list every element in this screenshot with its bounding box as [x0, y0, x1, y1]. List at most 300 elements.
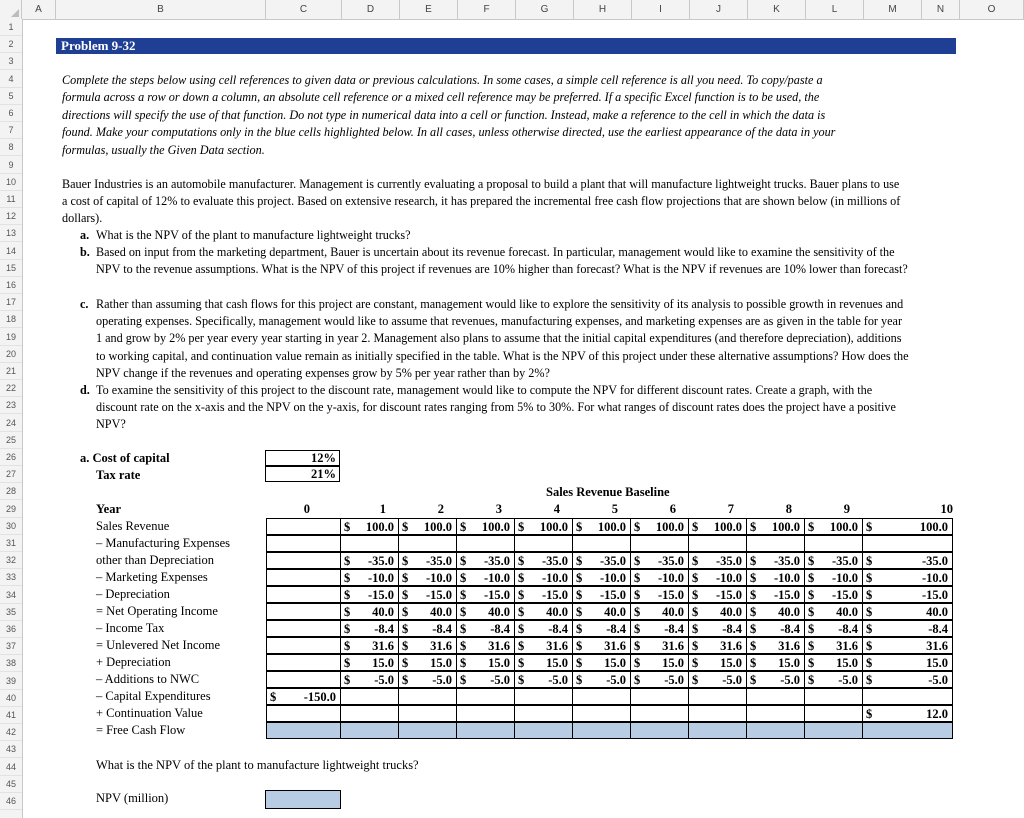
table-cell[interactable] — [631, 535, 689, 552]
table-cell[interactable] — [515, 586, 573, 603]
row-header-43[interactable]: 43 — [0, 741, 22, 758]
cell-value: -8.4 — [548, 622, 568, 636]
table-cell[interactable] — [457, 637, 515, 654]
row-header-40[interactable]: 40 — [0, 690, 22, 707]
table-cell[interactable] — [747, 688, 805, 705]
table-cell[interactable] — [399, 671, 457, 688]
table-cell[interactable] — [631, 688, 689, 705]
table-cell[interactable] — [573, 552, 631, 569]
table-cell[interactable] — [457, 620, 515, 637]
table-cell[interactable] — [631, 705, 689, 722]
row-header-6[interactable]: 6 — [0, 105, 22, 122]
table-cell[interactable] — [689, 586, 747, 603]
table-cell[interactable] — [631, 518, 689, 535]
table-cell[interactable] — [515, 535, 573, 552]
table-cell[interactable] — [573, 586, 631, 603]
year-label: Year — [96, 502, 121, 516]
table-cell[interactable] — [689, 671, 747, 688]
table-cell[interactable] — [457, 654, 515, 671]
table-cell[interactable] — [747, 620, 805, 637]
year-header-10: 10 — [940, 502, 953, 516]
column-header-C[interactable]: C — [266, 0, 342, 19]
table-cell[interactable] — [805, 671, 863, 688]
table-cell[interactable] — [515, 654, 573, 671]
table-cell[interactable] — [341, 688, 399, 705]
cell-value: 31.6 — [430, 639, 452, 653]
table-cell[interactable] — [631, 586, 689, 603]
currency-symbol: $ — [692, 622, 699, 636]
table-cell[interactable] — [457, 586, 515, 603]
row-label: – Manufacturing Expenses — [96, 536, 230, 550]
table-cell[interactable] — [863, 654, 953, 671]
cell-value: -35.0 — [483, 554, 510, 568]
currency-symbol: $ — [518, 656, 525, 670]
cell-value: -35.0 — [657, 554, 684, 568]
currency-symbol: $ — [576, 571, 583, 585]
table-cell[interactable] — [341, 705, 399, 722]
column-header-J[interactable]: J — [690, 0, 748, 19]
cell-value: -15.0 — [921, 588, 948, 602]
row-label: other than Depreciation — [96, 553, 215, 567]
column-header-N[interactable]: N — [922, 0, 960, 19]
cell-value: 15.0 — [546, 656, 568, 670]
cell-value: 15.0 — [778, 656, 800, 670]
row-label: – Depreciation — [96, 587, 170, 601]
table-cell[interactable] — [805, 654, 863, 671]
currency-symbol: $ — [576, 588, 583, 602]
currency-symbol: $ — [460, 673, 467, 687]
table-cell[interactable] — [863, 518, 953, 535]
table-cell[interactable] — [266, 603, 341, 620]
row-header-31[interactable]: 31 — [0, 535, 22, 552]
cell-value: -35.0 — [541, 554, 568, 568]
row-header-24[interactable]: 24 — [0, 415, 22, 432]
table-cell[interactable] — [341, 654, 399, 671]
table-cell[interactable] — [747, 705, 805, 722]
currency-symbol: $ — [344, 622, 351, 636]
table-cell[interactable] — [689, 620, 747, 637]
table-cell[interactable] — [341, 586, 399, 603]
table-cell[interactable] — [515, 705, 573, 722]
currency-symbol: $ — [808, 605, 815, 619]
table-cell[interactable] — [747, 637, 805, 654]
table-cell[interactable] — [266, 586, 341, 603]
row-label: – Income Tax — [96, 621, 165, 635]
table-cell[interactable] — [457, 603, 515, 620]
row-header-12[interactable]: 12 — [0, 208, 22, 225]
table-cell[interactable] — [805, 603, 863, 620]
row-header-46[interactable]: 46 — [0, 793, 22, 810]
column-header-K[interactable]: K — [748, 0, 806, 19]
table-cell[interactable] — [631, 552, 689, 569]
table-cell[interactable] — [573, 518, 631, 535]
currency-symbol: $ — [634, 639, 641, 653]
table-cell[interactable] — [863, 637, 953, 654]
table-cell[interactable] — [341, 518, 399, 535]
row-header-34[interactable]: 34 — [0, 587, 22, 604]
free-cash-flow-input-cell[interactable] — [863, 722, 953, 739]
table-cell[interactable] — [573, 603, 631, 620]
column-header-A[interactable]: A — [22, 0, 56, 19]
currency-symbol: $ — [866, 605, 873, 619]
cell-value: 100.0 — [771, 520, 800, 534]
cell-value: -150.0 — [303, 690, 336, 704]
table-cell[interactable] — [515, 620, 573, 637]
table-cell[interactable] — [805, 518, 863, 535]
table-cell[interactable] — [341, 671, 399, 688]
cell-value: 31.6 — [488, 639, 510, 653]
table-cell[interactable] — [805, 688, 863, 705]
currency-symbol: $ — [808, 656, 815, 670]
currency-symbol: $ — [576, 520, 583, 534]
cell-value: 40.0 — [836, 605, 858, 619]
row-header-32[interactable]: 32 — [0, 552, 22, 569]
cell-value: 100.0 — [655, 520, 684, 534]
row-header-36[interactable]: 36 — [0, 621, 22, 638]
row-header-7[interactable]: 7 — [0, 122, 22, 139]
cell-value: -8.4 — [432, 622, 452, 636]
row-header-16[interactable]: 16 — [0, 277, 22, 294]
column-header-O[interactable]: O — [960, 0, 1024, 19]
currency-symbol: $ — [460, 639, 467, 653]
table-cell[interactable] — [747, 586, 805, 603]
tax-rate-cell[interactable]: 21% — [265, 466, 340, 482]
row-header-1[interactable]: 1 — [0, 19, 22, 36]
row-header-38[interactable]: 38 — [0, 655, 22, 672]
table-cell[interactable] — [341, 535, 399, 552]
column-header-H[interactable]: H — [574, 0, 632, 19]
table-cell[interactable] — [805, 552, 863, 569]
cost-of-capital-cell[interactable]: 12% — [265, 450, 340, 466]
table-cell[interactable] — [515, 603, 573, 620]
table-cell[interactable] — [266, 620, 341, 637]
row-header-14[interactable]: 14 — [0, 243, 22, 260]
free-cash-flow-input-cell[interactable] — [631, 722, 689, 739]
table-cell[interactable] — [341, 552, 399, 569]
table-cell[interactable] — [457, 569, 515, 586]
free-cash-flow-input-cell[interactable] — [341, 722, 399, 739]
free-cash-flow-input-cell[interactable] — [747, 722, 805, 739]
year-header-2: 2 — [437, 502, 444, 516]
table-cell[interactable] — [747, 654, 805, 671]
row-header-22[interactable]: 22 — [0, 380, 22, 397]
free-cash-flow-input-cell[interactable] — [457, 722, 515, 739]
row-header-9[interactable]: 9 — [0, 157, 22, 174]
column-header-D[interactable]: D — [342, 0, 400, 19]
question-d: d. To examine the sensitivity of this project to the discount rate, management would like to compute the NPV for different discount rates. Create a graph, with the discount rate on the x-axis and the NPV on the y-axis, for discount rates ranging from 5% to 30%. For what ranges of discount rates does the project have a positive NPV? — [80, 383, 896, 432]
intro-text: Bauer Industries is an automobile manufacturer. Management is currently evaluating a proposal to build a plant that will manufacture lightweight trucks. Bauer plans to use a cost of capital of 12% to evaluate this project. Based on extensive research, it has prepared the incremental free cash flow projections that are shown below (in millions of dollars). — [62, 177, 901, 226]
table-cell[interactable] — [266, 552, 341, 569]
table-cell[interactable] — [747, 552, 805, 569]
table-cell[interactable] — [631, 637, 689, 654]
row-header-29[interactable]: 29 — [0, 501, 22, 518]
table-cell[interactable] — [573, 705, 631, 722]
row-header-17[interactable]: 17 — [0, 294, 22, 311]
table-cell[interactable] — [399, 535, 457, 552]
table-cell[interactable] — [689, 552, 747, 569]
table-cell[interactable] — [863, 688, 953, 705]
row-header-10[interactable]: 10 — [0, 174, 22, 191]
currency-symbol: $ — [808, 639, 815, 653]
cell-value: 100.0 — [481, 520, 510, 534]
cell-value: 15.0 — [604, 656, 626, 670]
cell-value: 40.0 — [488, 605, 510, 619]
cell-value: 15.0 — [662, 656, 684, 670]
table-cell[interactable] — [457, 518, 515, 535]
currency-symbol: $ — [808, 588, 815, 602]
npv-input-cell[interactable] — [265, 790, 341, 809]
cell-value: -10.0 — [715, 571, 742, 585]
row-header-5[interactable]: 5 — [0, 88, 22, 105]
cell-value: 31.6 — [720, 639, 742, 653]
cell-value: -5.0 — [780, 673, 800, 687]
currency-symbol: $ — [808, 554, 815, 568]
column-header-L[interactable]: L — [806, 0, 864, 19]
currency-symbol: $ — [634, 673, 641, 687]
column-header-F[interactable]: F — [458, 0, 516, 19]
currency-symbol: $ — [634, 520, 641, 534]
cell-value: -10.0 — [541, 571, 568, 585]
row-header-11[interactable]: 11 — [0, 191, 22, 208]
row-header-3[interactable]: 3 — [0, 53, 22, 70]
free-cash-flow-input-cell[interactable] — [805, 722, 863, 739]
table-cell[interactable] — [805, 535, 863, 552]
table-cell[interactable] — [689, 535, 747, 552]
table-cell[interactable] — [863, 705, 953, 722]
table-cell[interactable] — [515, 518, 573, 535]
table-cell[interactable] — [399, 569, 457, 586]
row-header-4[interactable]: 4 — [0, 71, 22, 88]
column-header-M[interactable]: M — [864, 0, 922, 19]
row-header-30[interactable]: 30 — [0, 518, 22, 535]
row-header-19[interactable]: 19 — [0, 329, 22, 346]
currency-symbol: $ — [634, 588, 641, 602]
currency-symbol: $ — [344, 588, 351, 602]
cell-value: 100.0 — [713, 520, 742, 534]
currency-symbol: $ — [692, 554, 699, 568]
table-cell[interactable] — [457, 705, 515, 722]
table-cell[interactable] — [573, 620, 631, 637]
table-cell[interactable] — [631, 603, 689, 620]
row-label: = Unlevered Net Income — [96, 638, 221, 652]
cell-value: -15.0 — [483, 588, 510, 602]
table-cell[interactable] — [399, 552, 457, 569]
table-cell[interactable] — [341, 603, 399, 620]
table-cell[interactable] — [863, 603, 953, 620]
column-header-I[interactable]: I — [632, 0, 690, 19]
currency-symbol: $ — [518, 588, 525, 602]
row-header-39[interactable]: 39 — [0, 673, 22, 690]
table-cell[interactable] — [341, 637, 399, 654]
table-cell[interactable] — [266, 671, 341, 688]
table-cell[interactable] — [457, 688, 515, 705]
table-cell[interactable] — [689, 688, 747, 705]
cell-value: -8.4 — [928, 622, 948, 636]
table-cell[interactable] — [689, 518, 747, 535]
cell-value: 40.0 — [926, 605, 948, 619]
table-cell[interactable] — [631, 569, 689, 586]
row-header-45[interactable]: 45 — [0, 776, 22, 793]
row-label: Sales Revenue — [96, 519, 170, 533]
cell-value: 15.0 — [488, 656, 510, 670]
table-cell[interactable] — [266, 637, 341, 654]
column-header-B[interactable]: B — [56, 0, 266, 19]
row-header-8[interactable]: 8 — [0, 139, 22, 156]
cell-value: -10.0 — [657, 571, 684, 585]
row-header-37[interactable]: 37 — [0, 638, 22, 655]
free-cash-flow-input-cell[interactable] — [689, 722, 747, 739]
currency-symbol: $ — [402, 520, 409, 534]
row-header-13[interactable]: 13 — [0, 225, 22, 242]
table-cell[interactable] — [863, 671, 953, 688]
cell-value: 100.0 — [423, 520, 452, 534]
table-cell[interactable] — [805, 620, 863, 637]
row-header-25[interactable]: 25 — [0, 432, 22, 449]
row-header-20[interactable]: 20 — [0, 346, 22, 363]
currency-symbol: $ — [634, 656, 641, 670]
currency-symbol: $ — [750, 605, 757, 619]
year-header-4: 4 — [553, 502, 560, 516]
table-cell[interactable] — [805, 705, 863, 722]
cell-value: -5.0 — [664, 673, 684, 687]
cell-value: -5.0 — [928, 673, 948, 687]
table-cell[interactable] — [399, 637, 457, 654]
table-cell[interactable] — [399, 620, 457, 637]
cell-value: 31.6 — [836, 639, 858, 653]
row-label: + Depreciation — [96, 655, 171, 669]
table-cell[interactable] — [515, 637, 573, 654]
cell-value: 12.0 — [926, 707, 948, 721]
row-label: – Marketing Expenses — [96, 570, 208, 584]
row-header-28[interactable]: 28 — [0, 483, 22, 500]
free-cash-flow-input-cell[interactable] — [399, 722, 457, 739]
table-cell[interactable] — [689, 603, 747, 620]
table-cell[interactable] — [747, 603, 805, 620]
table-cell[interactable] — [515, 688, 573, 705]
table-cell[interactable] — [266, 654, 341, 671]
currency-symbol: $ — [750, 520, 757, 534]
cell-value: 31.6 — [546, 639, 568, 653]
currency-symbol: $ — [344, 571, 351, 585]
table-cell[interactable] — [399, 688, 457, 705]
table-cell[interactable] — [631, 620, 689, 637]
column-header-G[interactable]: G — [516, 0, 574, 19]
question-c: c. Rather than assuming that cash flows for this project are constant, management would like to explore the sensitivity of its analysis to possible growth in revenues and operating expenses. Specifically, management would like to assume that revenues, manufacturing expenses, and marketing expenses are as given in the table for year 1 and grow by 2% per year every year starting in year 2. Management also plans to assume that the initial capital expenditures (and therefore depreciation), additions to working capital, and continuation value remain as initially specified in the table. What is the NPV of this project under these alternative assumptions? How does the NPV change if the revenues and operating expenses grow by 5% per year rather than by 2%? — [80, 297, 909, 380]
row-header-33[interactable]: 33 — [0, 569, 22, 586]
column-header-E[interactable]: E — [400, 0, 458, 19]
row-header-35[interactable]: 35 — [0, 604, 22, 621]
year-header-1: 1 — [379, 502, 386, 516]
cell-value: 15.0 — [430, 656, 452, 670]
table-cell[interactable] — [266, 688, 341, 705]
table-cell[interactable] — [747, 569, 805, 586]
table-cell[interactable] — [863, 620, 953, 637]
row-header-23[interactable]: 23 — [0, 397, 22, 414]
table-cell[interactable] — [515, 552, 573, 569]
table-cell[interactable] — [457, 671, 515, 688]
select-all-corner[interactable] — [0, 0, 22, 19]
table-cell[interactable] — [399, 603, 457, 620]
table-cell[interactable] — [573, 671, 631, 688]
table-cell[interactable] — [341, 569, 399, 586]
table-cell[interactable] — [573, 654, 631, 671]
cell-value: 31.6 — [778, 639, 800, 653]
row-header-27[interactable]: 27 — [0, 466, 22, 483]
table-cell[interactable] — [689, 637, 747, 654]
free-cash-flow-input-cell[interactable] — [266, 722, 341, 739]
table-cell[interactable] — [863, 535, 953, 552]
currency-symbol: $ — [692, 605, 699, 619]
row-header-15[interactable]: 15 — [0, 260, 22, 277]
table-cell[interactable] — [399, 518, 457, 535]
table-cell[interactable] — [266, 518, 341, 535]
row-header-42[interactable]: 42 — [0, 724, 22, 741]
table-cell[interactable] — [266, 535, 341, 552]
currency-symbol: $ — [866, 588, 873, 602]
table-cell[interactable] — [689, 569, 747, 586]
row-header-44[interactable]: 44 — [0, 759, 22, 776]
table-cell[interactable] — [573, 637, 631, 654]
row-header-2[interactable]: 2 — [0, 36, 22, 53]
row-header-41[interactable]: 41 — [0, 707, 22, 724]
cell-value: -8.4 — [606, 622, 626, 636]
table-cell[interactable] — [689, 705, 747, 722]
table-cell[interactable] — [399, 586, 457, 603]
currency-symbol: $ — [866, 673, 873, 687]
table-cell[interactable] — [805, 569, 863, 586]
table-cell[interactable] — [515, 671, 573, 688]
table-cell[interactable] — [515, 569, 573, 586]
table-cell[interactable] — [573, 535, 631, 552]
table-cell[interactable] — [863, 586, 953, 603]
currency-symbol: $ — [518, 622, 525, 636]
instructions-text: Complete the steps below using cell references to given data or previous calculations. In some cases, a simple cell reference is all you need. To copy/paste a formula across a row or down a column, an absolute cell reference or a mixed cell reference may be preferred. If a specific Excel function is to be used, the directions will specify the use of that function. Do not type in numerical data into a cell or function. Instead, make a reference to the cell in which the data is found. Make your computations only in the blue cells highlighted below. In all cases, unless otherwise directed, use the earliest appearance of the data in your formulas, usually the Given Data section. — [62, 73, 836, 157]
currency-symbol: $ — [866, 639, 873, 653]
table-cell[interactable] — [689, 654, 747, 671]
table-cell[interactable] — [631, 654, 689, 671]
table-cell[interactable] — [573, 569, 631, 586]
table-cell[interactable] — [863, 552, 953, 569]
table-cell[interactable] — [747, 518, 805, 535]
currency-symbol: $ — [576, 554, 583, 568]
table-cell[interactable] — [399, 654, 457, 671]
table-cell[interactable] — [747, 535, 805, 552]
table-cell[interactable] — [863, 569, 953, 586]
table-cell[interactable] — [805, 637, 863, 654]
table-cell[interactable] — [747, 671, 805, 688]
row-header-18[interactable]: 18 — [0, 311, 22, 328]
table-cell[interactable] — [805, 586, 863, 603]
table-cell[interactable] — [341, 620, 399, 637]
currency-symbol: $ — [692, 588, 699, 602]
year-header-6: 6 — [669, 502, 676, 516]
currency-symbol: $ — [270, 690, 277, 704]
table-cell[interactable] — [399, 705, 457, 722]
free-cash-flow-input-cell[interactable] — [515, 722, 573, 739]
row-header-26[interactable]: 26 — [0, 449, 22, 466]
table-cell[interactable] — [457, 552, 515, 569]
cell-value: 100.0 — [829, 520, 858, 534]
free-cash-flow-input-cell[interactable] — [573, 722, 631, 739]
table-cell[interactable] — [266, 569, 341, 586]
table-cell[interactable] — [266, 705, 341, 722]
row-header-21[interactable]: 21 — [0, 363, 22, 380]
table-cell[interactable] — [573, 688, 631, 705]
table-cell[interactable] — [631, 671, 689, 688]
table-cell[interactable] — [457, 535, 515, 552]
cell-value: -5.0 — [374, 673, 394, 687]
currency-symbol: $ — [460, 656, 467, 670]
